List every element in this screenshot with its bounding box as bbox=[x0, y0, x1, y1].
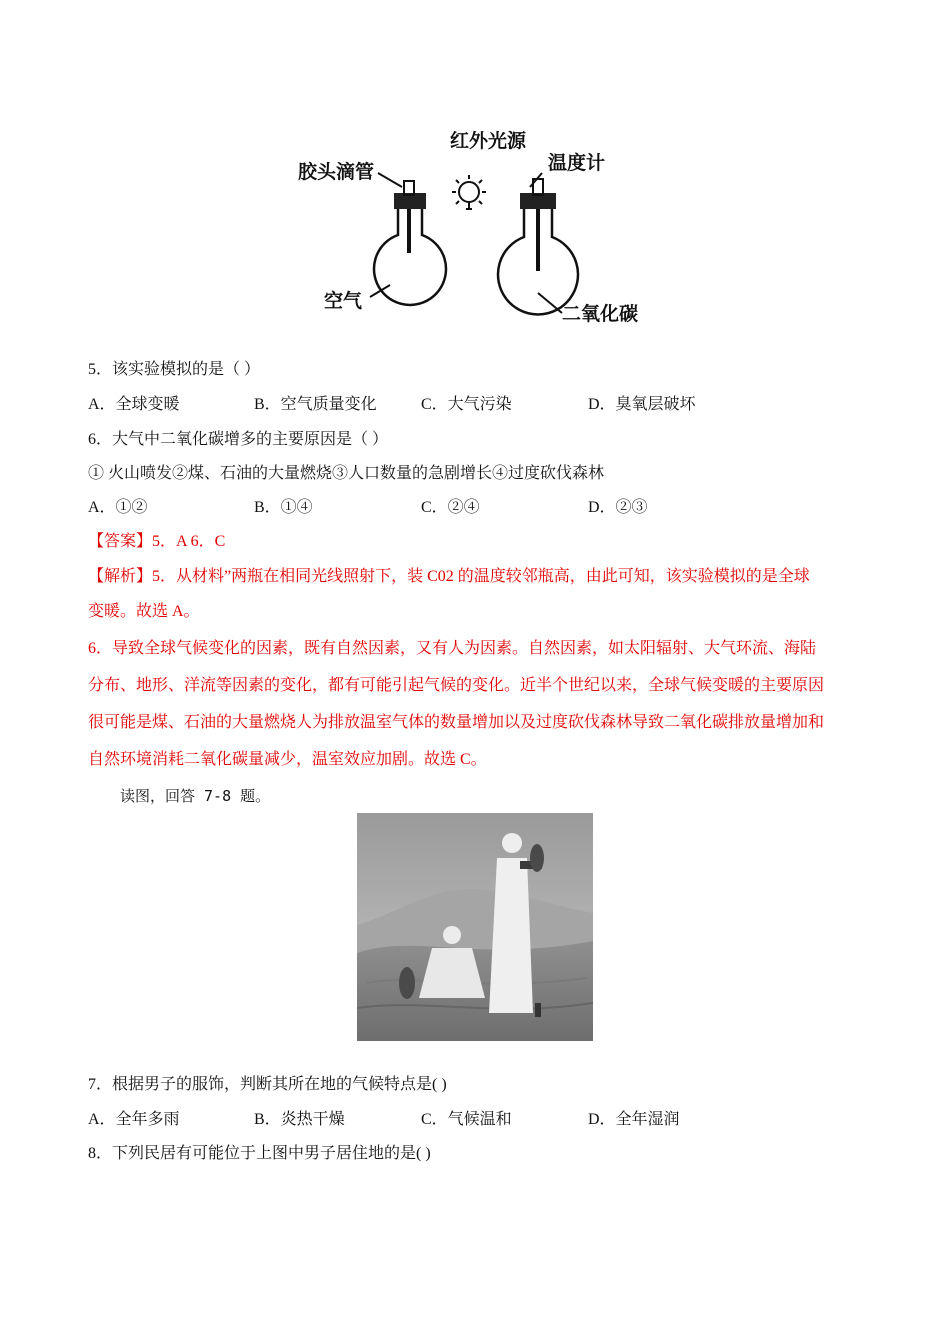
answer-line: 【答案】5．A 6．C bbox=[88, 533, 226, 550]
question-5-stem: 5．该实验模拟的是（ ） bbox=[88, 361, 261, 378]
section-intro: 读图，回答 7-8 题。 bbox=[120, 787, 271, 805]
analysis-line-3: 6．导致全球气候变化的因素，既有自然因素，又有人为因素。自然因素，如太阳辐射、大气环流、海陆 bbox=[88, 640, 817, 657]
q7-option-c: C．气候温和 bbox=[421, 1111, 512, 1128]
q7-option-a: A．全年多雨 bbox=[88, 1111, 180, 1128]
experiment-diagram bbox=[290, 125, 660, 335]
q7-option-d: D．全年湿润 bbox=[588, 1111, 680, 1128]
question-6-items: ① 火山喷发②煤、石油的大量燃烧③人口数量的急剧增长④过度砍伐森林 bbox=[88, 465, 605, 482]
q6-option-b: B．①④ bbox=[254, 499, 313, 516]
infrared-lamp-icon bbox=[452, 175, 486, 209]
q5-option-d: D．臭氧层破坏 bbox=[588, 396, 696, 413]
q5-option-a: A．全球变暖 bbox=[88, 396, 180, 413]
analysis-line-5: 很可能是煤、石油的大量燃烧人为排放温室气体的数量增加以及过度砍伐森林导致二氧化碳排放量增加和 bbox=[88, 714, 825, 731]
thermometer-label: 温度计 bbox=[548, 152, 606, 174]
q5-option-c: C．大气污染 bbox=[421, 396, 512, 413]
analysis-line-1: 【解析】5．从材料”两瓶在相同光线照射下，装 C02 的温度较邻瓶高，由此可知，该实验模拟的是全球 bbox=[88, 568, 810, 585]
q6-option-a: A．①② bbox=[88, 499, 148, 516]
q7-option-b: B．炎热干燥 bbox=[254, 1111, 345, 1128]
air-flask bbox=[374, 181, 446, 305]
light-source-label: 红外光源 bbox=[450, 130, 527, 152]
analysis-line-4: 分布、地形、洋流等因素的变化，都有可能引起气候的变化。近半个世纪以来，全球气候变暖的主要原因 bbox=[88, 677, 825, 694]
analysis-line-2: 变暖。故选 A。 bbox=[88, 603, 200, 620]
question-6-stem: 6．大气中二氧化碳增多的主要原因是（ ） bbox=[88, 431, 389, 448]
analysis-line-6: 自然环境消耗二氧化碳量减少，温室效应加剧。故选 C。 bbox=[88, 751, 487, 768]
q6-option-d: D．②③ bbox=[588, 499, 648, 516]
co2-label: 二氧化碳 bbox=[562, 303, 639, 325]
q5-option-b: B．空气质量变化 bbox=[254, 396, 377, 413]
desert-men-photo bbox=[357, 813, 593, 1041]
question-8-stem: 8．下列民居有可能位于上图中男子居住地的是( ) bbox=[88, 1145, 431, 1162]
air-label: 空气 bbox=[324, 290, 363, 312]
q6-option-c: C．②④ bbox=[421, 499, 480, 516]
dropper-label: 胶头滴管 bbox=[298, 161, 375, 183]
question-7-stem: 7．根据男子的服饰，判断其所在地的气候特点是( ) bbox=[88, 1076, 447, 1093]
